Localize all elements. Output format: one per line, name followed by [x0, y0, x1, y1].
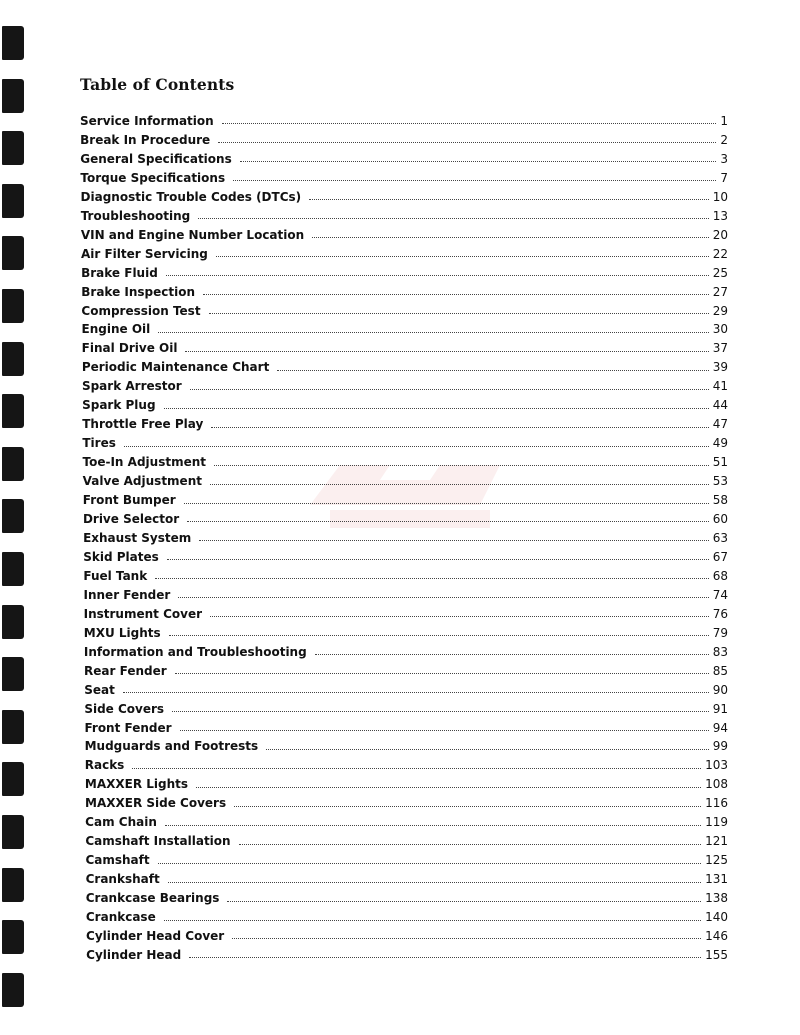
toc-leader-dots: [214, 465, 709, 466]
binding-tab: [2, 552, 24, 586]
page-title: Table of Contents: [80, 75, 235, 94]
toc-leader-dots: [198, 218, 708, 219]
binding-tab: [2, 184, 24, 218]
toc-entry-page: 119: [705, 815, 728, 830]
toc-entry-page: 63: [712, 530, 728, 545]
toc-leader-dots: [190, 389, 709, 390]
binding-tab: [2, 289, 24, 323]
toc-entry-page: 39: [712, 360, 728, 375]
toc-entry-page: 85: [712, 663, 728, 678]
toc-entry-label: Fuel Tank: [83, 568, 148, 583]
toc-entry-label: MXU Lights: [83, 625, 161, 640]
binding-tab: [2, 815, 24, 849]
binding-tab: [2, 394, 24, 428]
toc-entry-label: Toe-In Adjustment: [82, 455, 206, 470]
toc-leader-dots: [187, 521, 709, 522]
toc-leader-dots: [172, 711, 709, 712]
toc-entry[interactable]: [80, 112, 728, 131]
toc-entry-page: 25: [712, 265, 728, 280]
toc-entry[interactable]: [80, 756, 728, 775]
toc-entry-label: Skid Plates: [83, 549, 159, 564]
toc-entry-label: Instrument Cover: [83, 606, 203, 621]
toc-entry[interactable]: [80, 586, 728, 605]
toc-entry-label: Diagnostic Trouble Codes (DTCs): [80, 189, 302, 204]
toc-entry[interactable]: [80, 889, 728, 908]
toc-entry-page: 91: [712, 701, 728, 716]
toc-entry[interactable]: [80, 302, 728, 321]
toc-entry[interactable]: [80, 245, 728, 264]
toc-leader-dots: [155, 578, 709, 579]
toc-entry-page: 37: [712, 341, 728, 356]
toc-entry[interactable]: [80, 548, 728, 567]
toc-entry-label: Service Information: [80, 114, 214, 128]
toc-entry-label: Camshaft: [85, 853, 150, 868]
toc-entry-page: 121: [705, 834, 728, 849]
toc-entry-label: Air Filter Servicing: [80, 246, 208, 261]
toc-entry-label: Final Drive Oil: [81, 341, 178, 356]
toc-entry-label: Side Covers: [84, 701, 165, 716]
toc-entry-page: 47: [712, 417, 728, 432]
toc-entry-page: 20: [712, 227, 728, 242]
toc-entry[interactable]: [80, 131, 728, 150]
toc-entry-page: 76: [712, 606, 728, 621]
toc-entry-page: 30: [712, 322, 728, 337]
toc-entry[interactable]: [80, 358, 728, 377]
toc-entry-label: Mudguards and Footrests: [84, 739, 259, 754]
toc-entry[interactable]: [80, 605, 728, 624]
toc-leader-dots: [315, 654, 709, 655]
toc-leader-dots: [210, 484, 709, 485]
toc-leader-dots: [234, 806, 701, 807]
toc-entry-page: 103: [705, 758, 728, 773]
toc-entry[interactable]: [80, 491, 728, 510]
toc-entry-label: Rear Fender: [84, 663, 167, 678]
toc-entry[interactable]: [80, 870, 728, 889]
toc-leader-dots: [165, 825, 701, 826]
toc-entry[interactable]: [80, 188, 728, 207]
toc-entry-label: MAXXER Lights: [84, 777, 189, 792]
toc-entry[interactable]: [80, 832, 728, 851]
binding-tab: [2, 131, 24, 165]
toc-entry-label: VIN and Engine Number Location: [80, 227, 305, 242]
toc-leader-dots: [218, 142, 716, 143]
toc-leader-dots: [232, 938, 701, 939]
toc-entry-page: 41: [712, 379, 728, 394]
toc-entry-page: 79: [712, 625, 728, 640]
toc-entry-page: 116: [705, 796, 728, 811]
toc-leader-dots: [266, 749, 709, 750]
toc-entry-page: 44: [712, 398, 728, 413]
toc-entry[interactable]: [80, 719, 728, 738]
toc-entry[interactable]: [80, 226, 728, 245]
toc-entry-page: 3: [720, 151, 728, 166]
toc-entry-page: 29: [712, 303, 728, 318]
toc-entry[interactable]: [80, 851, 728, 870]
toc-entry-label: Seat: [84, 682, 115, 697]
binding-tab: [2, 920, 24, 954]
binding-tab: [2, 868, 24, 902]
toc-entry-page: 146: [705, 928, 728, 943]
toc-leader-dots: [239, 844, 702, 845]
toc-entry-page: 94: [712, 720, 728, 735]
toc-entry[interactable]: [80, 396, 728, 415]
toc-entry[interactable]: [80, 169, 728, 188]
toc-entry[interactable]: [80, 529, 728, 548]
toc-list: [80, 112, 728, 965]
toc-leader-dots: [312, 237, 709, 238]
toc-leader-dots: [240, 161, 717, 162]
toc-entry[interactable]: [80, 624, 728, 643]
toc-entry[interactable]: [80, 415, 728, 434]
spiral-binding: [0, 0, 40, 1035]
toc-entry[interactable]: [80, 453, 728, 472]
toc-entry-label: Drive Selector: [82, 512, 180, 527]
toc-entry[interactable]: [80, 283, 728, 302]
toc-leader-dots: [209, 313, 709, 314]
binding-tab: [2, 973, 24, 1007]
toc-entry[interactable]: [80, 434, 728, 453]
toc-leader-dots: [167, 559, 709, 560]
toc-leader-dots: [178, 597, 708, 598]
toc-entry-page: 138: [705, 891, 728, 906]
toc-leader-dots: [180, 730, 709, 731]
toc-leader-dots: [158, 332, 708, 333]
toc-entry[interactable]: [80, 794, 728, 813]
toc-entry[interactable]: [80, 775, 728, 794]
binding-tab: [2, 499, 24, 533]
toc-entry-page: 53: [712, 474, 728, 489]
binding-tab: [2, 26, 24, 60]
toc-entry-page: 131: [705, 872, 728, 887]
toc-entry-page: 67: [712, 549, 728, 564]
toc-entry-label: Crankcase Bearings: [85, 891, 220, 906]
toc-entry-label: MAXXER Side Covers: [85, 796, 227, 811]
toc-leader-dots: [184, 503, 709, 504]
toc-leader-dots: [233, 180, 716, 181]
toc-entry-page: 108: [705, 777, 728, 792]
toc-entry[interactable]: [80, 377, 728, 396]
toc-leader-dots: [211, 427, 708, 428]
toc-entry-label: Crankcase: [85, 910, 156, 925]
toc-entry-label: Periodic Maintenance Chart: [81, 360, 270, 375]
toc-entry-label: Troubleshooting: [80, 208, 191, 223]
toc-entry-page: 68: [712, 568, 728, 583]
toc-leader-dots: [164, 920, 701, 921]
toc-entry-label: Camshaft Installation: [85, 834, 231, 849]
binding-tab: [2, 657, 24, 691]
toc-entry-page: 140: [705, 910, 728, 925]
toc-leader-dots: [199, 540, 708, 541]
toc-entry-page: 27: [712, 284, 728, 299]
toc-entry[interactable]: [80, 207, 728, 226]
toc-leader-dots: [196, 787, 701, 788]
toc-entry-label: Front Fender: [84, 720, 172, 735]
toc-entry-page: 58: [712, 493, 728, 508]
toc-entry-label: Racks: [84, 758, 125, 773]
toc-entry-label: Inner Fender: [83, 587, 171, 602]
toc-leader-dots: [309, 199, 709, 200]
toc-entry-label: Engine Oil: [81, 322, 151, 337]
toc-entry-label: Break In Procedure: [80, 132, 211, 147]
toc-leader-dots: [166, 275, 709, 276]
toc-entry-label: Exhaust System: [83, 530, 192, 545]
toc-entry[interactable]: [80, 643, 728, 662]
toc-entry-page: 1: [720, 114, 728, 128]
toc-entry-label: Cam Chain: [85, 815, 157, 830]
binding-tab: [2, 79, 24, 113]
binding-tab: [2, 342, 24, 376]
toc-entry-page: 74: [712, 587, 728, 602]
binding-tab: [2, 236, 24, 270]
toc-entry-label: Cylinder Head: [86, 947, 182, 962]
toc-entry-label: Torque Specifications: [80, 170, 226, 185]
toc-entry-page: 49: [712, 436, 728, 451]
toc-entry[interactable]: [80, 339, 728, 358]
toc-entry-page: 51: [712, 455, 728, 470]
toc-leader-dots: [185, 351, 708, 352]
toc-entry-page: 22: [712, 246, 728, 261]
toc-leader-dots: [210, 616, 709, 617]
toc-entry-page: 155: [705, 947, 728, 962]
toc-entry[interactable]: [80, 927, 728, 946]
toc-entry[interactable]: [80, 472, 728, 491]
toc-leader-dots: [277, 370, 708, 371]
toc-entry[interactable]: [80, 320, 728, 339]
toc-entry[interactable]: [80, 150, 728, 169]
toc-entry-page: 60: [712, 512, 728, 527]
toc-leader-dots: [169, 635, 709, 636]
toc-leader-dots: [164, 408, 709, 409]
toc-entry-label: Cylinder Head Cover: [86, 928, 225, 943]
toc-entry[interactable]: [80, 946, 728, 965]
toc-page: [80, 75, 728, 965]
toc-entry-label: Information and Troubleshooting: [83, 644, 307, 659]
binding-tab: [2, 762, 24, 796]
toc-leader-dots: [175, 673, 709, 674]
toc-entry-label: General Specifications: [80, 151, 232, 166]
toc-entry[interactable]: [80, 567, 728, 586]
binding-tab: [2, 605, 24, 639]
toc-entry-page: 7: [720, 170, 728, 185]
toc-entry-label: Crankshaft: [85, 872, 160, 887]
toc-leader-dots: [189, 957, 701, 958]
toc-leader-dots: [123, 692, 709, 693]
toc-leader-dots: [227, 901, 701, 902]
toc-entry-page: 2: [720, 132, 728, 147]
toc-leader-dots: [222, 123, 717, 124]
binding-tab: [2, 710, 24, 744]
binding-tab: [2, 447, 24, 481]
toc-entry[interactable]: [80, 908, 728, 927]
toc-entry-label: Spark Plug: [82, 398, 156, 413]
toc-leader-dots: [124, 446, 709, 447]
toc-entry-page: 10: [712, 189, 728, 204]
toc-entry[interactable]: [80, 662, 728, 681]
toc-entry-label: Tires: [82, 436, 116, 451]
toc-entry-label: Throttle Free Play: [82, 417, 204, 432]
toc-entry-label: Spark Arrestor: [81, 379, 182, 394]
toc-entry[interactable]: [80, 737, 728, 756]
toc-entry-label: Front Bumper: [82, 493, 176, 508]
toc-entry-label: Brake Fluid: [81, 265, 158, 280]
toc-entry[interactable]: [80, 813, 728, 832]
toc-entry-label: Compression Test: [81, 303, 201, 318]
toc-entry-page: 90: [712, 682, 728, 697]
toc-entry[interactable]: [80, 681, 728, 700]
toc-leader-dots: [203, 294, 709, 295]
toc-entry-page: 13: [712, 208, 728, 223]
toc-entry-label: Brake Inspection: [81, 284, 196, 299]
toc-leader-dots: [168, 882, 701, 883]
toc-entry[interactable]: [80, 700, 728, 719]
toc-entry-page: 83: [712, 644, 728, 659]
toc-entry[interactable]: [80, 510, 728, 529]
toc-entry-label: Valve Adjustment: [82, 474, 202, 489]
toc-leader-dots: [216, 256, 709, 257]
toc-leader-dots: [132, 768, 701, 769]
toc-entry-page: 99: [712, 739, 728, 754]
toc-leader-dots: [158, 863, 701, 864]
toc-entry-page: 125: [705, 853, 728, 868]
toc-entry[interactable]: [80, 264, 728, 283]
